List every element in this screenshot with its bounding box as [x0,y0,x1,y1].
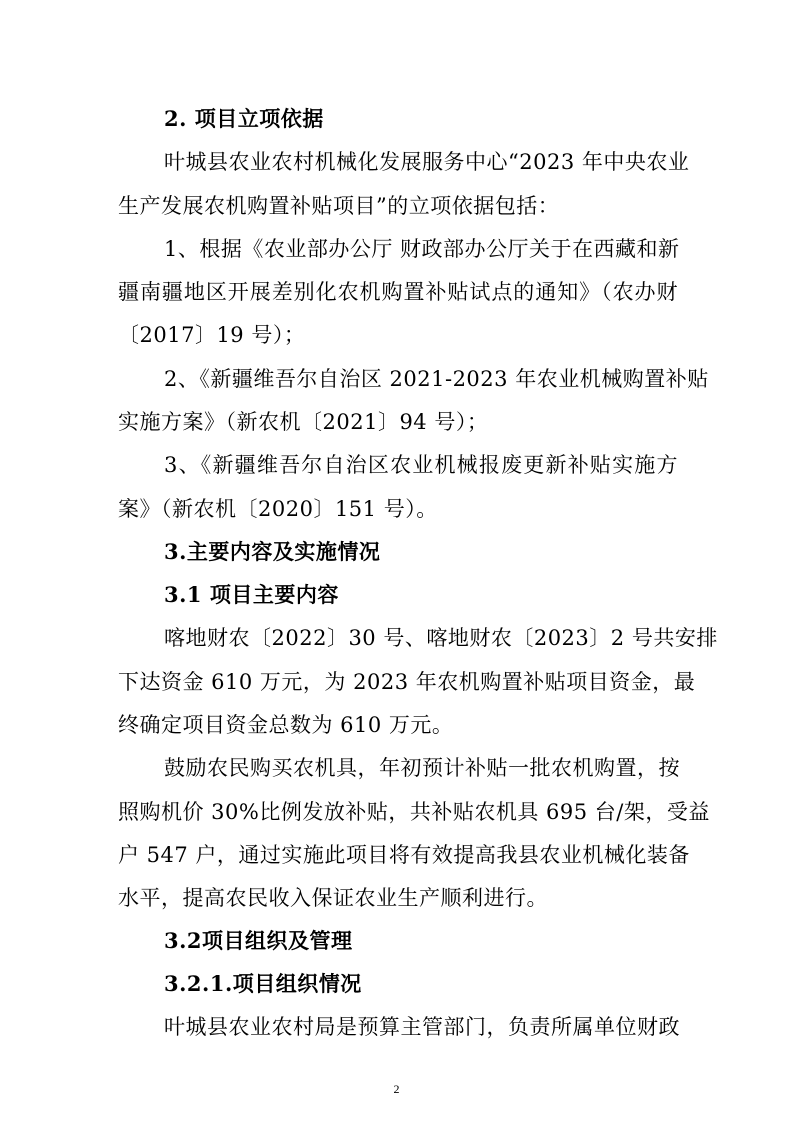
paragraph-line: 鼓励农民购买农机具，年初预计补贴一批农机购置，按 [164,756,680,780]
section-heading-2: 2. 项目立项依据 [164,106,324,131]
section-heading-3-1: 3.1 项目主要内容 [164,582,339,607]
section-heading-3-2-1: 3.2.1.项目组织情况 [164,971,362,996]
list-item-1-line: 〔2017〕19 号）； [118,323,306,347]
list-item-3-line: 3、《新疆维吾尔自治区农业机械报废更新补贴实施方 [164,453,678,477]
list-item-1-line: 疆南疆地区开展差别化农机购置补贴试点的通知》（农办财 [118,280,678,304]
list-item-2-line: 实施方案》（新农机〔2021〕94 号）； [118,410,489,434]
paragraph-line: 叶城县农业农村局是预算主管部门，负责所属单位财政 [164,1015,680,1039]
paragraph-line: 照购机价 30%比例发放补贴，共补贴农机具 695 台/架，受益 [118,800,710,824]
paragraph-line: 生产发展农机购置补贴项目”的立项依据包括： [118,194,560,218]
section-heading-3-2: 3.2项目组织及管理 [164,928,353,953]
paragraph-line: 终确定项目资金总数为 610 万元。 [118,713,454,737]
paragraph-line: 户 547 户，通过实施此项目将有效提高我县农业机械化装备 [118,843,690,867]
page-number: 2 [393,1082,400,1096]
paragraph-line: 水平，提高农民收入保证农业生产顺利进行。 [118,886,548,910]
section-heading-3: 3.主要内容及实施情况 [164,539,381,564]
paragraph-line: 下达资金 610 万元，为 2023 年农机购置补贴项目资金，最 [118,670,696,694]
list-item-3-line: 案》（新农机〔2020〕151 号）。 [118,497,438,521]
list-item-2-line: 2、《新疆维吾尔自治区 2021-2023 年农业机械购置补贴 [164,367,709,391]
paragraph-line: 喀地财农〔2022〕30 号、喀地财农〔2023〕2 号共安排 [164,626,718,650]
paragraph-line: 叶城县农业农村机械化发展服务中心“2023 年中央农业 [164,150,690,174]
list-item-1-line: 1、根据《农业部办公厅 财政部办公厅关于在西藏和新 [164,237,680,261]
